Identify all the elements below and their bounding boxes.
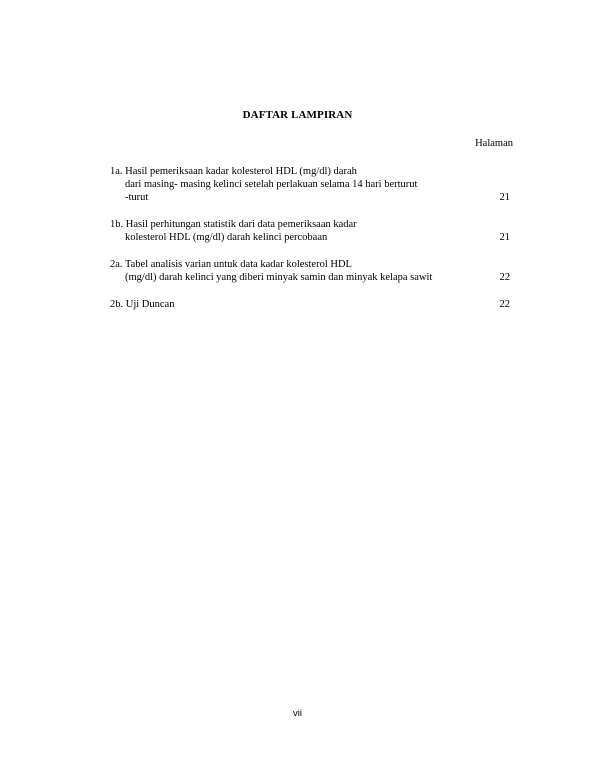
entry-page-number: 22 xyxy=(499,272,510,283)
entry-page-number: 21 xyxy=(499,232,510,243)
page-title: DAFTAR LAMPIRAN xyxy=(242,109,353,121)
entry-page-number: 21 xyxy=(499,192,510,203)
appendix-entry-2a xyxy=(110,258,512,284)
entry-line: 1b. Hasil perhitungan statistik dari data pemeriksaan kadar xyxy=(110,219,357,230)
entry-line: -turut xyxy=(125,192,149,203)
entry-line: dari masing- masing kelinci setelah perlakuan selama 14 hari berturut xyxy=(125,179,418,190)
entry-line: 2b. Uji Duncan xyxy=(110,299,175,310)
entry-line: 1a. Hasil pemeriksaan kadar kolesterol HDL (mg/dl) darah xyxy=(110,166,357,177)
page-column-label: Halaman xyxy=(475,138,513,149)
footer-page-number: vii xyxy=(293,708,302,719)
entry-line: kolesterol HDL (mg/dl) darah kelinci percobaan xyxy=(125,232,328,243)
entry-page-number: 22 xyxy=(499,299,510,310)
entry-line: 2a. Tabel analisis varian untuk data kadar kolesterol HDL xyxy=(110,259,352,270)
appendix-entry-1a xyxy=(110,165,512,204)
appendix-entry-1b xyxy=(110,218,512,244)
appendix-entry-2b xyxy=(110,298,512,311)
entry-line: (mg/dl) darah kelinci yang diberi minyak samin dan minyak kelapa sawit xyxy=(125,272,433,283)
